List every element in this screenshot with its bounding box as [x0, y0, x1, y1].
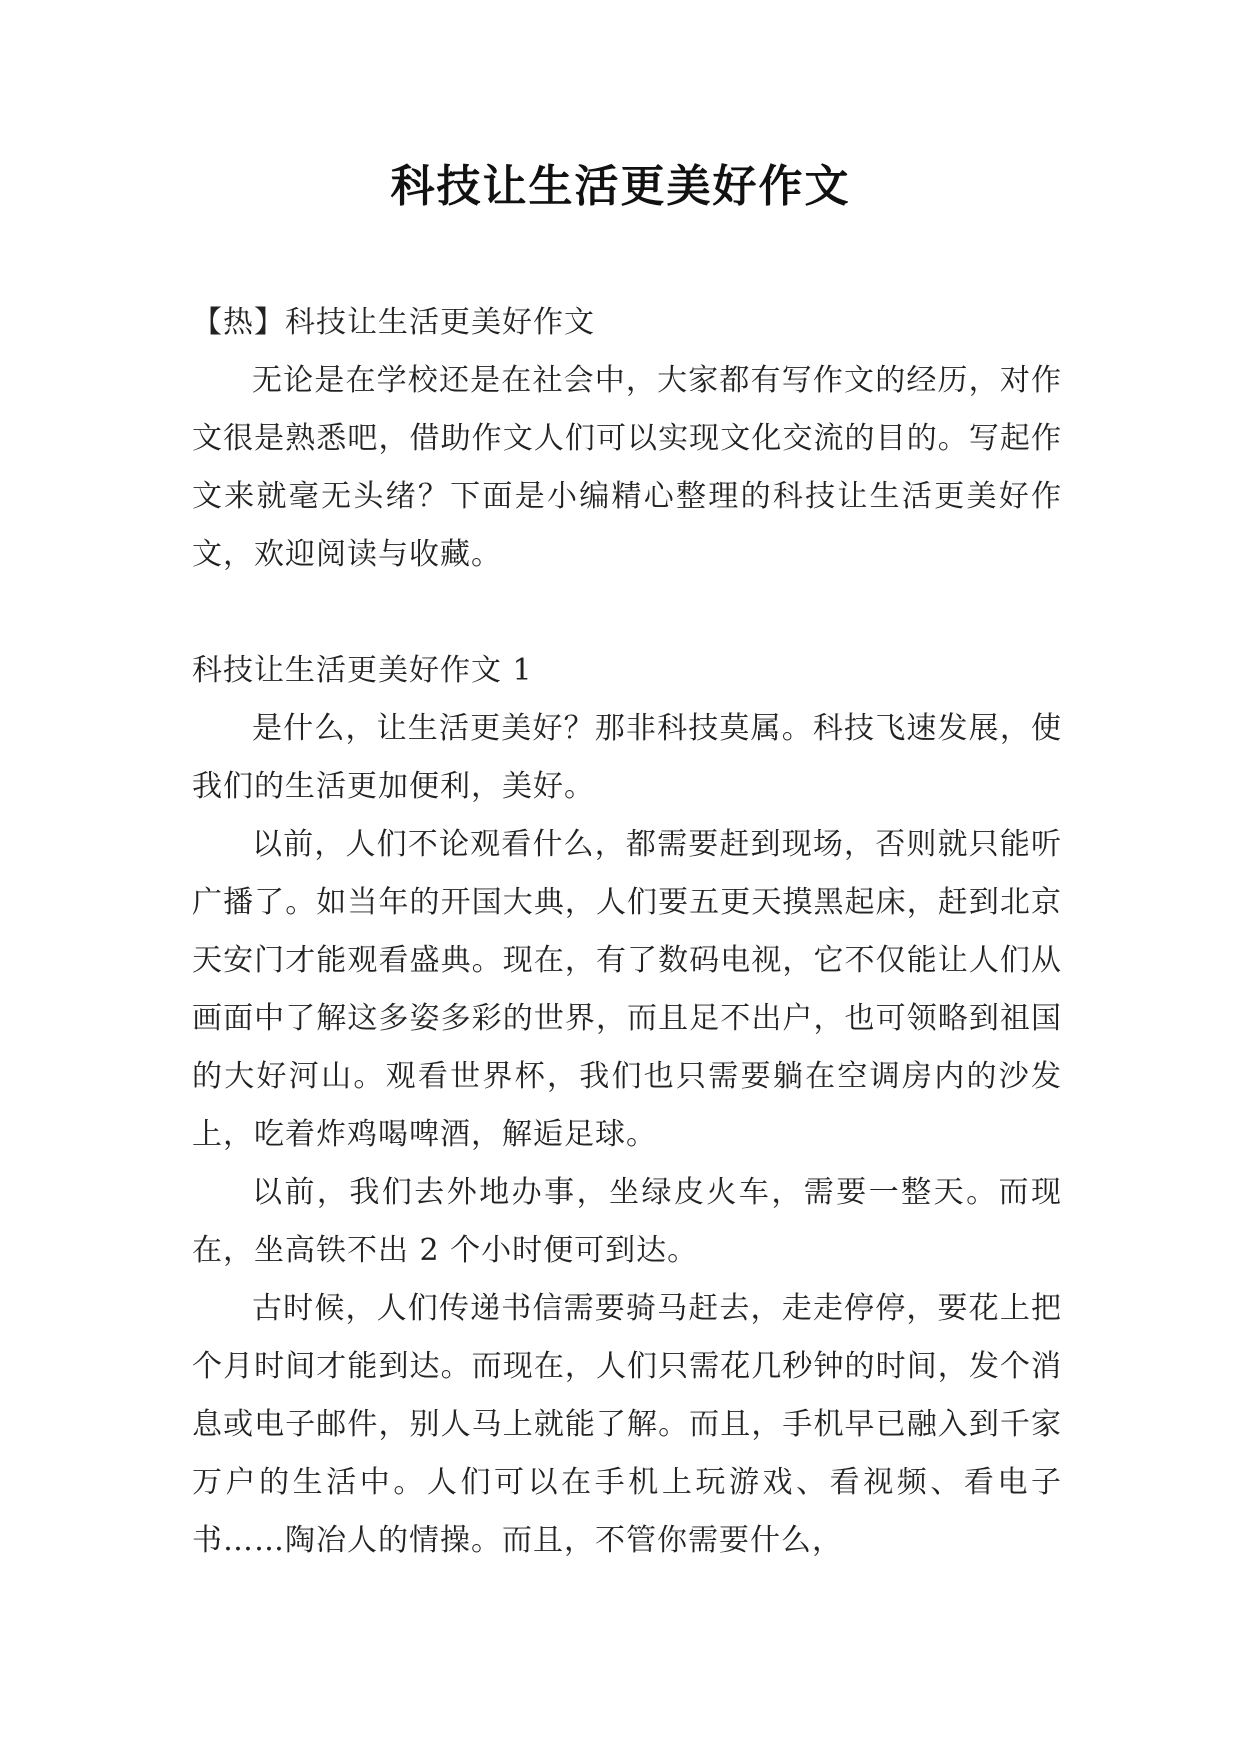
document-body: [192, 294, 1062, 1570]
body-paragraph-4: 古时候，人们传递书信需要骑马赶去，走走停停，要花上把个月时间才能到达。而现在，人们只需花几秒钟的时间，发个消息或电子邮件，别人马上就能了解。而且，手机早已融入到千家万户的生活中。人们可以在手机上玩游戏、看视频、看电子书……陶冶人的情操。而且，不管你需要什么，: [192, 1291, 1062, 1558]
intro-heading: 【热】科技让生活更美好作文: [192, 305, 595, 340]
body-paragraph-1: 是什么，让生活更美好？那非科技莫属。科技飞速发展，使我们的生活更加便利，美好。: [192, 711, 1062, 804]
document-title: 科技让生活更美好作文: [390, 161, 851, 212]
body-paragraph-3: 以前，我们去外地办事，坐绿皮火车，需要一整天。而现在，坐高铁不出 2 个小时便可到达。: [192, 1175, 1062, 1268]
section-heading: 科技让生活更美好作文 1: [192, 653, 533, 688]
intro-paragraph: 无论是在学校还是在社会中，大家都有写作文的经历，对作文很是熟悉吧，借助作文人们可以实现文化交流的目的。写起作文来就毫无头绪？下面是小编精心整理的科技让生活更美好作文，欢迎阅读与收藏。: [192, 363, 1062, 572]
paragraph-spacer: [192, 584, 1062, 642]
body-paragraph-2: 以前，人们不论观看什么，都需要赶到现场，否则就只能听广播了。如当年的开国大典，人们要五更天摸黑起床，赶到北京天安门才能观看盛典。现在，有了数码电视，它不仅能让人们从画面中了解这多姿多彩的世界，而且足不出户，也可领略到祖国的大好河山。观看世界杯，我们也只需要躺在空调房内的沙发上，吃着炸鸡喝啤酒，解逅足球。: [192, 827, 1062, 1152]
